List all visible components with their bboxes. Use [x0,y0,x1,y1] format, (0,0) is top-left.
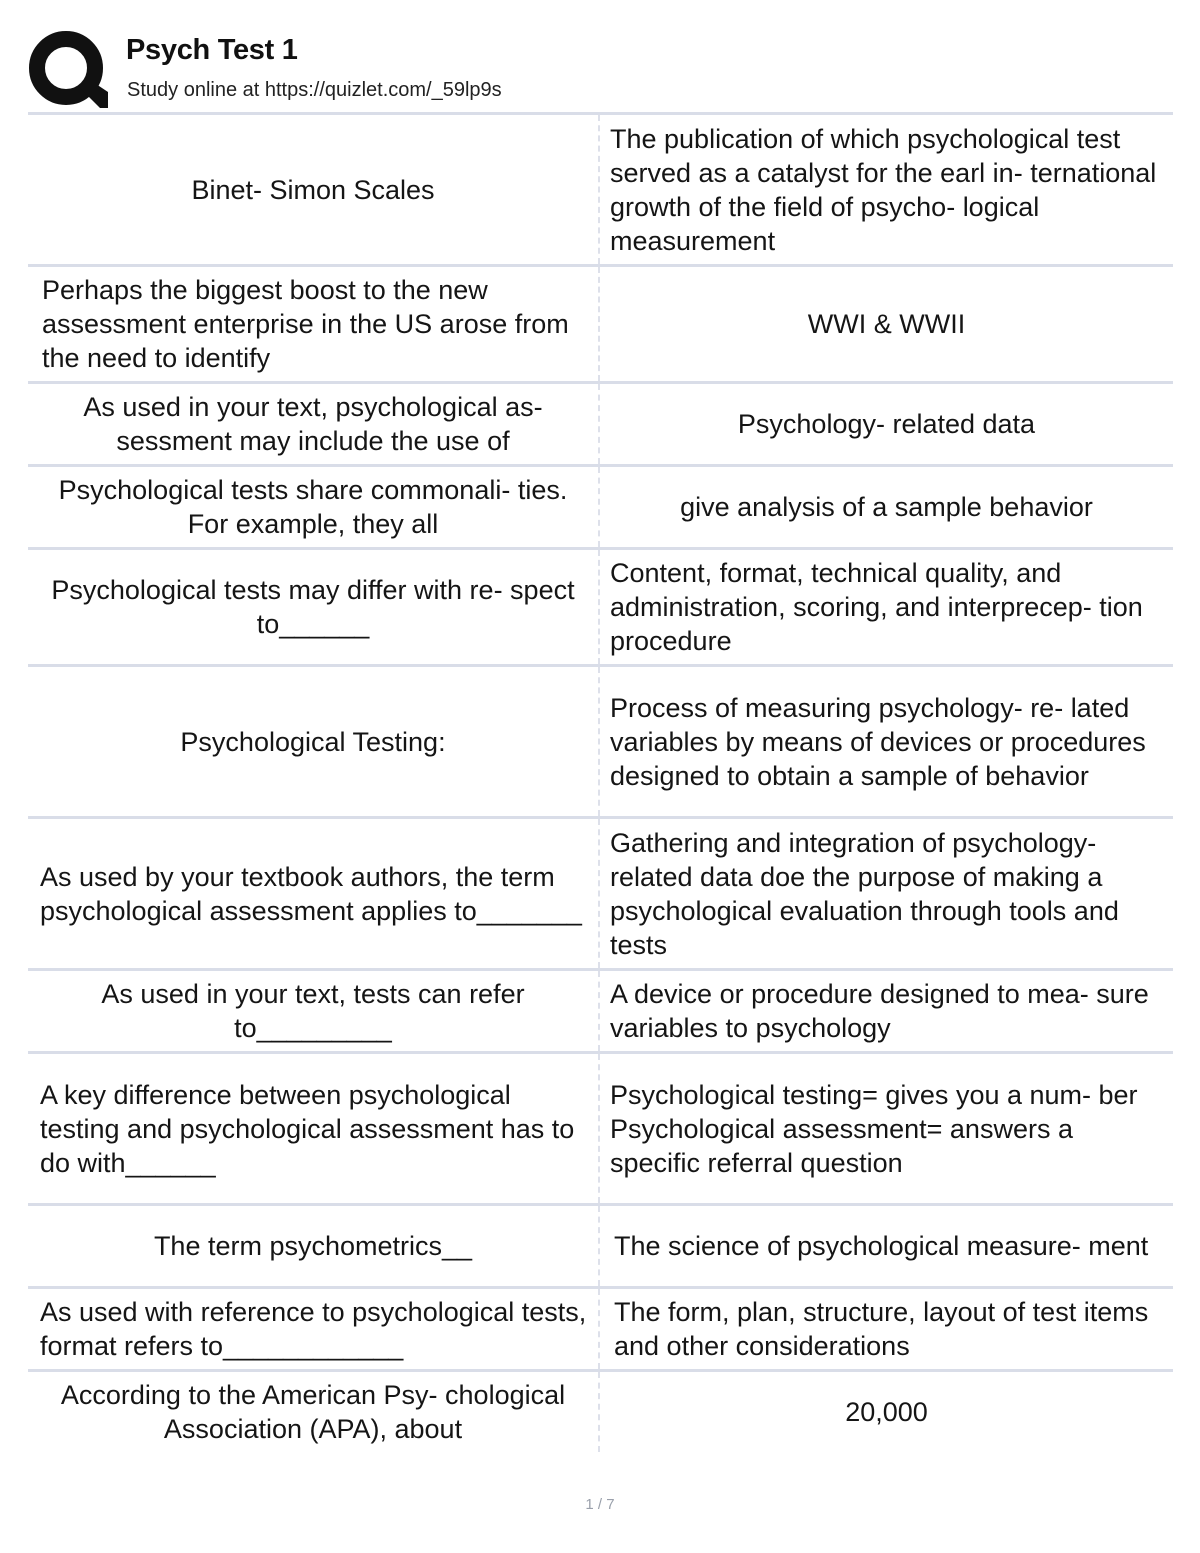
definition-cell: Gathering and integration of psychology- related data doe the purpose of making a psychological evaluation through tools and tests [610,827,1119,960]
definition-cell: give analysis of a sample behavior [680,492,1093,522]
definition-cell: The form, plan, structure, layout of test items and other considerations [614,1297,1149,1361]
definition-cell: Content, format, technical quality, and administration, scoring, and interprecep- tion procedure [610,558,1143,656]
definition-cell: Process of measuring psychology- re- lated variables by means of devices or procedures designed to obtain a sample of behavior [610,692,1146,791]
quizlet-q-logo-icon [28,30,108,110]
definition-cell: WWI & WWII [807,309,966,339]
table-row [28,1286,1173,1369]
term-cell: Psychological tests may differ with re- spect to______ [28,550,600,664]
page-title: Psych Test 1 [126,34,298,66]
term-cell: According to the American Psy- chological Association (APA), about [28,1372,600,1452]
definition-cell: Psychology- related data [737,409,1036,439]
term-cell: As used in your text, tests can refer to_________ [28,971,600,1051]
table-row [28,968,1173,1051]
term-cell: As used in your text, psychological as- sessment may include the use of [28,384,600,464]
term-cell: Psychological tests share commonali- ties. For example, they all [28,467,600,547]
term-cell: A key difference between psychological testing and psychological assessment has to do with______ [28,1054,600,1203]
table-row [28,1203,1173,1286]
term-cell: Psychological Testing: [28,667,600,816]
definition-cell: Psychological testing= gives you a num- ber Psychological assessment= answers a specific referral question [610,1079,1138,1178]
definition-cell: A device or procedure designed to mea- sure variables to psychology [610,979,1149,1043]
table-row [28,664,1173,816]
definition-cell: 20,000 [845,1397,928,1427]
table-row [28,547,1173,664]
table-row [28,264,1173,381]
term-cell: Binet- Simon Scales [28,115,600,264]
table-row [28,816,1173,968]
term-cell: As used with reference to psychological tests, format refers to____________ [28,1289,600,1369]
table-row [28,1051,1173,1203]
definition-cell: The science of psychological measure- ment [614,1231,1149,1261]
table-row [28,112,1173,264]
term-cell: Perhaps the biggest boost to the new assessment enterprise in the US arose from the need to identify [28,267,600,381]
table-row [28,1369,1173,1452]
page-number: 1 / 7 [585,1496,615,1513]
term-cell: The term psychometrics__ [28,1206,600,1286]
page-header [28,28,1173,112]
study-link[interactable]: Study online at https://quizlet.com/_59lp9s [127,79,502,101]
table-row [28,464,1173,547]
definition-cell: The publication of which psychological test served as a catalyst for the earl in- ternational growth of the field of psycho- logical measurement [610,123,1157,256]
flashcard-table [28,112,1173,1452]
table-row [28,381,1173,464]
term-cell: As used by your textbook authors, the term psychological assessment applies to_______ [28,819,600,968]
